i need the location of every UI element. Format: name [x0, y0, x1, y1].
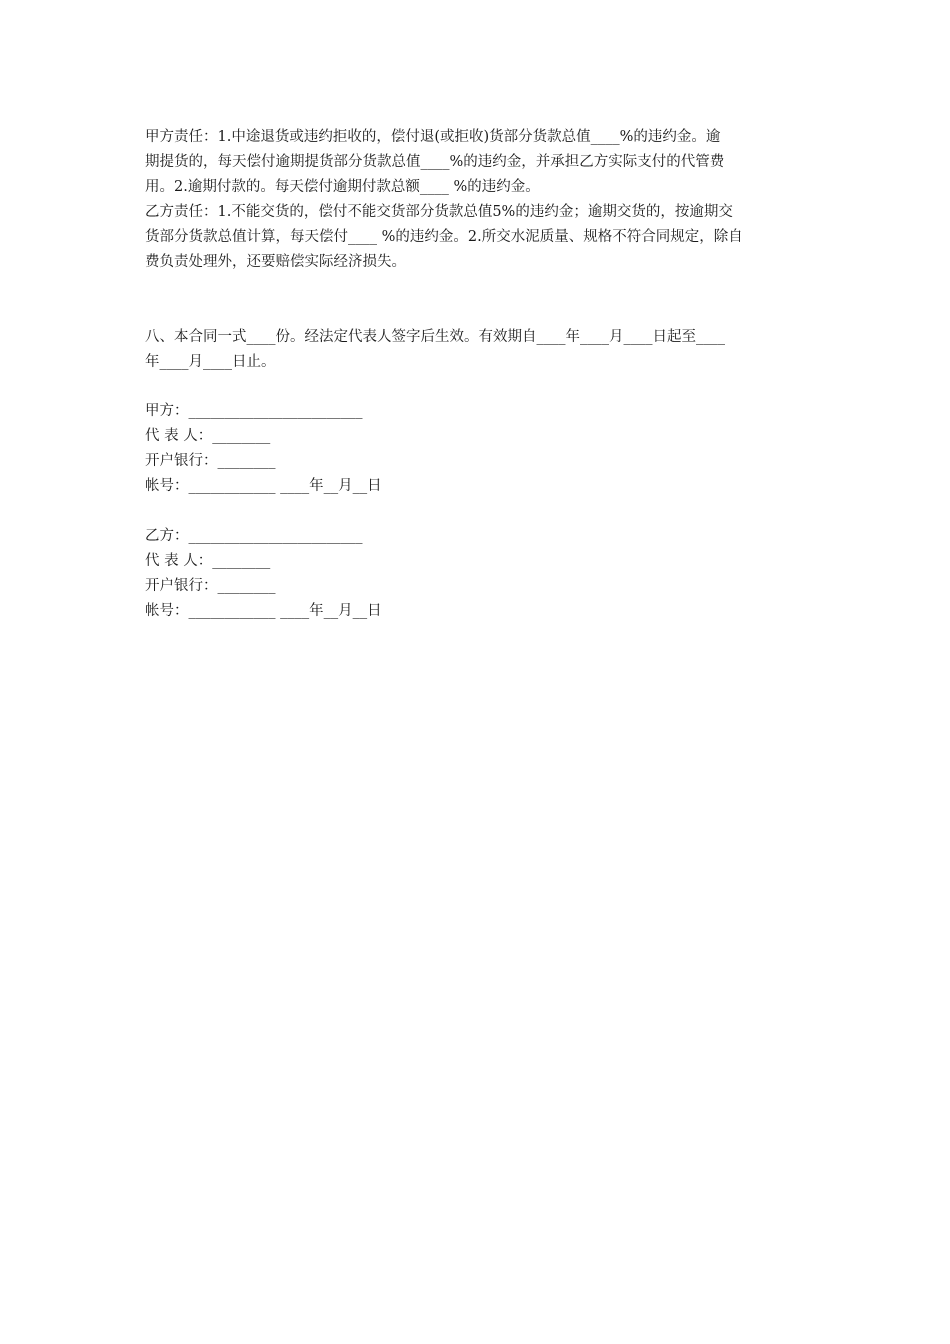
party-b-representative-field: 代 表 人：________	[145, 553, 271, 569]
party-b-name-field: 乙方：________________________	[145, 528, 363, 544]
party-a-name-field: 甲方：________________________	[145, 403, 363, 419]
text-line: 期提货的，每天偿付逾期提货部分货款总值____%的违约金，并承担乙方实际支付的代管费	[145, 154, 725, 170]
party-a-account-date-field: 帐号：____________ ____年__月__日	[145, 478, 382, 494]
party-b-account-date-field: 帐号：____________ ____年__月__日	[145, 603, 382, 619]
text-line: 年____月____日止。	[145, 354, 276, 370]
text-line: 八、本合同一式____份。经法定代表人签字后生效。有效期自____年____月____日起至____	[145, 329, 725, 345]
text-line: 费负责处理外，还要赔偿实际经济损失。	[145, 254, 406, 270]
clause-eight-paragraph	[145, 325, 807, 375]
text-line: 乙方责任：1.不能交货的，偿付不能交货部分货款总值5%的违约金；逾期交货的，按逾期交	[145, 204, 733, 220]
signature-block-party-a	[145, 399, 382, 499]
party-a-liability-paragraph	[145, 125, 807, 200]
party-b-bank-field: 开户银行：________	[145, 578, 276, 594]
text-line: 用。2.逾期付款的。每天偿付逾期付款总额____ %的违约金。	[145, 179, 540, 195]
party-a-bank-field: 开户银行：________	[145, 453, 276, 469]
signature-block-party-b	[145, 524, 382, 624]
party-a-representative-field: 代 表 人：________	[145, 428, 271, 444]
text-line: 甲方责任：1.中途退货或违约拒收的，偿付退(或拒收)货部分货款总值____%的违约金。逾	[145, 129, 721, 145]
party-b-liability-paragraph	[145, 200, 807, 275]
text-line: 货部分货款总值计算，每天偿付____ %的违约金。2.所交水泥质量、规格不符合同规定，除自	[145, 229, 743, 245]
